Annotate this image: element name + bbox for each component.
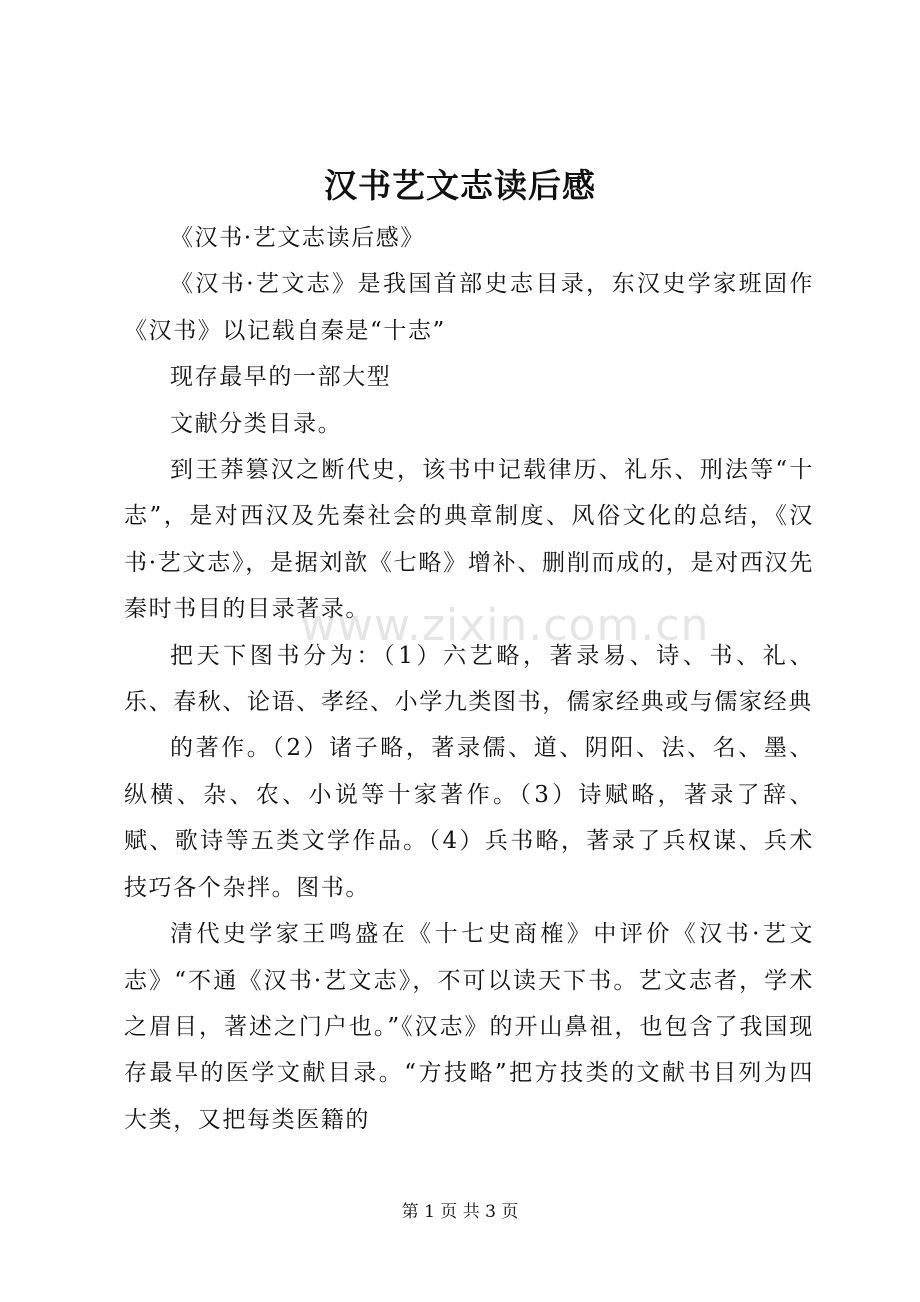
paragraph-7: 的著作。（2）诸子略，著录儒、道、阴阳、法、名、墨、纵横、杂、农、小说等十家著作。（3）诗赋略，著录了辞、赋、歌诗等五类文学作品。（4）兵书略，著录了兵权谋、兵术技巧各个杂拌。图书。 — [124, 735, 814, 901]
paragraph-5: 到王莽篡汉之断代史，该书中记载律历、礼乐、刑法等“十志”，是对西汉及先秦社会的典章制度、风俗文化的总结，《汉书·艺文志》，是据刘歆《七略》增补、删削而成的，是对西汉先秦时书目的目录著录。 — [124, 457, 814, 623]
paragraph-6: 把天下图书分为：（1）六艺略，著录易、诗、书、礼、乐、春秋、论语、孝经、小学九类图书，儒家经典或与儒家经典 — [124, 642, 814, 716]
paragraph-2: 《汉书·艺文志》是我国首部史志目录，东汉史学家班固作《汉书》以记载自秦是“十志” — [124, 271, 814, 344]
paragraph-1: 《汉书·艺文志读后感》 — [170, 225, 425, 251]
paragraph-8: 清代史学家王鸣盛在《十七史商榷》中评价《汉书·艺文志》“不通《汉书·艺文志》，不可以读天下书。艺文志者，学术之眉目，著述之门户也。”《汉志》的开山鼻祖，也包含了我国现存最早的医学文献目录。“方技略”把方技类的文献书目列为四大类，又把每类医籍的 — [124, 921, 814, 1133]
document-title: 汉书艺文志读后感 — [324, 166, 596, 205]
document-body — [124, 215, 814, 1143]
watermark: www.zixin.com.cn — [300, 600, 710, 651]
paragraph-4: 文献分类目录。 — [170, 410, 343, 437]
paragraph-3: 现存最早的一部大型 — [170, 364, 392, 391]
page-footer: 第 1 页 共 3 页 — [401, 1202, 519, 1222]
